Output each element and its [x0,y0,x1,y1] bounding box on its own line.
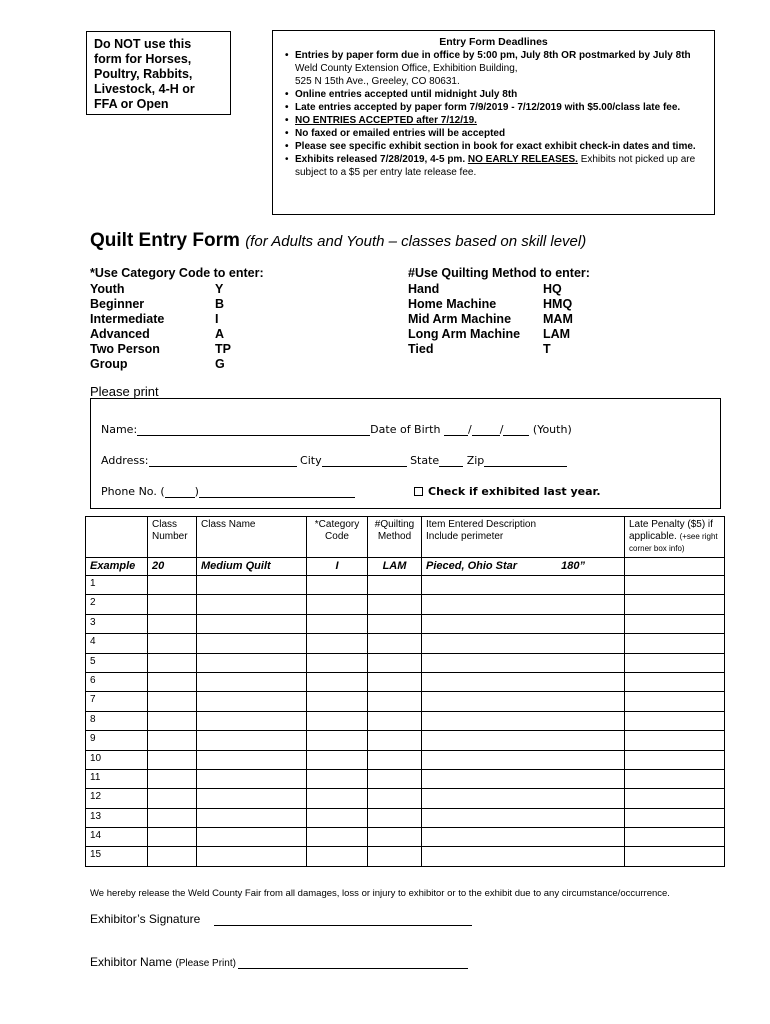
cell[interactable] [148,828,197,847]
cell[interactable] [307,653,368,672]
cell[interactable] [422,653,625,672]
youth-label: (Youth) [532,423,572,436]
cell[interactable] [422,672,625,691]
cell[interactable] [307,576,368,595]
table-row[interactable] [86,789,725,808]
entries-table [85,516,725,867]
dob-month-field[interactable] [444,424,468,436]
cell[interactable] [422,576,625,595]
category-code: Y [215,282,224,296]
example-penalty [625,558,725,576]
row-number: 13 [86,808,148,827]
cell[interactable] [625,808,725,827]
cell[interactable] [148,769,197,788]
cell[interactable] [197,828,307,847]
cell[interactable] [422,769,625,788]
zip-label: Zip [466,454,485,467]
row-number: 7 [86,692,148,711]
method-row [408,297,590,312]
category-row [90,357,264,372]
deadlines-list [283,49,704,62]
cell[interactable] [197,769,307,788]
deadlines-box [272,30,715,215]
cell[interactable] [148,808,197,827]
cell[interactable] [307,808,368,827]
method-row [408,282,590,297]
cell[interactable] [625,672,725,691]
deadline-item [283,101,704,114]
dob-day-field[interactable] [472,424,500,436]
warning-line: Poultry, Rabbits, [94,67,193,81]
city-field[interactable] [322,455,407,467]
header-description-text: Item Entered Description [426,519,537,530]
cell[interactable] [368,692,422,711]
cell[interactable] [197,731,307,750]
cell[interactable] [148,711,197,730]
cell[interactable] [307,769,368,788]
header-blank [86,517,148,558]
cell[interactable] [422,614,625,633]
example-description [422,558,625,576]
cell[interactable] [197,653,307,672]
cell[interactable] [625,634,725,653]
header-method: #Quilting Method [368,517,422,558]
category-label: Intermediate [90,312,165,326]
cell[interactable] [197,750,307,769]
method-label: Hand [408,282,440,296]
category-row [90,282,264,297]
row-number: 6 [86,672,148,691]
cell[interactable] [307,634,368,653]
deadline-item [283,153,704,179]
cell[interactable] [148,750,197,769]
phone-line [101,485,355,498]
deadlines-title: Entry Form Deadlines [439,36,548,48]
category-label: Beginner [90,297,145,311]
cell[interactable] [197,672,307,691]
category-code: B [215,297,225,311]
exhibitor-name-note: (Please Print) [175,958,236,969]
phone-label: Phone No. ( [101,485,165,498]
cell[interactable] [307,847,368,866]
signature-field[interactable] [214,913,472,926]
cell[interactable] [148,847,197,866]
cell[interactable] [368,847,422,866]
title-main: Quilt Entry Form [90,230,240,251]
method-row [408,342,590,357]
cell[interactable] [368,808,422,827]
category-label: Two Person [90,342,160,356]
header-category: *Category Code [307,517,368,558]
deadlines-list-2 [283,88,704,179]
cell[interactable] [307,692,368,711]
method-codes [408,266,590,357]
row-number: 15 [86,847,148,866]
category-label: Advanced [90,327,150,341]
example-method: LAM [368,558,422,576]
example-category: I [307,558,368,576]
method-row [408,327,590,342]
deadline-text: NO ENTRIES ACCEPTED after 7/12/19. [295,115,477,126]
deadline-item [283,114,704,127]
cell[interactable] [422,789,625,808]
cell[interactable] [197,847,307,866]
signature-line [90,912,472,926]
address-line [101,454,567,467]
cell[interactable] [625,789,725,808]
zip-field[interactable] [484,455,567,467]
method-row [408,312,590,327]
row-number: 14 [86,828,148,847]
example-class-number: 20 [148,558,197,576]
method-label: Home Machine [408,297,497,311]
cell[interactable] [625,595,725,614]
row-number: 5 [86,653,148,672]
category-code: I [215,312,219,326]
header-penalty-note: (+see right corner box info) [629,532,718,553]
method-code: LAM [543,327,571,341]
row-number: 2 [86,595,148,614]
cell[interactable] [307,828,368,847]
table-row[interactable] [86,731,725,750]
method-code: MAM [543,312,573,326]
cell[interactable] [368,750,422,769]
warning-line: Livestock, 4-H or [94,82,195,96]
category-heading: *Use Category Code to enter: [90,266,264,280]
page-title [90,230,586,252]
category-label: Group [90,357,128,371]
warning-box [86,31,231,115]
dob-label: Date of Birth [370,423,441,436]
cell[interactable] [422,808,625,827]
table-row[interactable] [86,808,725,827]
cell[interactable] [307,672,368,691]
cell[interactable] [307,614,368,633]
category-code: G [215,357,225,371]
cell[interactable] [625,711,725,730]
deadline-item [283,127,704,140]
cell[interactable] [422,692,625,711]
cell[interactable] [368,769,422,788]
table-row[interactable] [86,595,725,614]
office-address-line-2: 525 N 15th Ave., Greeley, CO 80631. [295,76,460,87]
address-label: Address: [101,454,149,467]
deadline-text: Online entries accepted until midnight July 8th [295,89,518,100]
cell[interactable] [368,595,422,614]
cell[interactable] [422,828,625,847]
method-code: HMQ [543,297,573,311]
cell[interactable] [368,653,422,672]
deadline-text: Late entries accepted by paper form 7/9/2019 - 7/12/2019 with $5.00/class late fee. [295,102,681,113]
row-number: 3 [86,614,148,633]
category-code: TP [215,342,231,356]
category-codes [90,266,264,372]
cell[interactable] [422,847,625,866]
category-row [90,327,264,342]
phone-area-field[interactable] [165,486,195,498]
warning-line: FFA or Open [94,97,169,111]
row-number: 9 [86,731,148,750]
table-row[interactable] [86,576,725,595]
table-row[interactable] [86,653,725,672]
category-row [90,312,264,327]
cell[interactable] [368,828,422,847]
cell[interactable] [625,847,725,866]
please-print-label: Please print [90,384,159,399]
example-label: Example [86,558,148,576]
cell[interactable] [422,595,625,614]
cell[interactable] [148,614,197,633]
category-code: A [215,327,225,341]
method-label: Long Arm Machine [408,327,521,341]
cell[interactable] [625,750,725,769]
table-row[interactable] [86,847,725,866]
cell[interactable] [307,595,368,614]
method-code: T [543,342,551,356]
category-label: Youth [90,282,125,296]
cell[interactable] [307,789,368,808]
row-number: 4 [86,634,148,653]
deadline-item [283,49,704,62]
deadline-text: Exhibits not picked up are subject to a $5 per entry late release fee. [295,154,696,178]
office-address-line-1: Weld County Extension Office, Exhibition Building, [295,63,518,74]
city-label: City [300,454,322,467]
exhibitor-name-field[interactable] [238,957,468,969]
row-number: 12 [86,789,148,808]
header-penalty [625,517,725,558]
phone-field[interactable] [199,486,355,498]
cell[interactable] [625,769,725,788]
cell[interactable] [197,789,307,808]
header-class-name: Class Name [197,517,307,558]
state-field[interactable] [439,455,463,467]
table-row[interactable] [86,711,725,730]
cell[interactable] [422,731,625,750]
cell[interactable] [307,731,368,750]
cell[interactable] [148,653,197,672]
example-description-text: Pieced, Ohio Star [426,560,518,572]
cell[interactable] [307,711,368,730]
cell[interactable] [368,711,422,730]
state-label: State [410,454,440,467]
cell[interactable] [148,634,197,653]
deadline-text: No faxed or emailed entries will be accepted [295,128,506,139]
header-perimeter-text: Include perimeter [426,531,504,542]
header-penalty-text: Late Penalty ($5) if applicable. [629,519,713,542]
deadline-item [283,88,704,101]
cell[interactable] [422,750,625,769]
exhibited-last-year-label: Check if exhibited last year. [428,485,601,498]
cell[interactable] [422,711,625,730]
cell[interactable] [197,576,307,595]
table-row[interactable] [86,634,725,653]
cell[interactable] [625,614,725,633]
cell[interactable] [197,595,307,614]
table-row[interactable] [86,769,725,788]
title-sub: (for Adults and Youth – classes based on skill level) [245,233,587,250]
category-row [90,297,264,312]
deadline-item [283,140,704,153]
example-row [86,558,725,576]
checkbox-icon[interactable] [414,487,423,496]
deadline-text: NO EARLY RELEASES. [467,154,578,165]
cell[interactable] [197,711,307,730]
row-number: 8 [86,711,148,730]
cell[interactable] [148,576,197,595]
header-class-number: Class Number [148,517,197,558]
cell[interactable] [368,672,422,691]
deadline-text: Please see specific exhibit section in book for exact exhibit check-in dates and time. [295,141,696,152]
cell[interactable] [368,789,422,808]
example-perimeter: 180” [561,560,585,572]
exhibitor-info-box [90,398,721,509]
signature-label: Exhibitor’s Signature [90,912,201,926]
dob-year-field[interactable] [503,424,529,436]
exhibitor-name-line [90,955,468,969]
cell[interactable] [422,634,625,653]
deadline-text: Exhibits released 7/28/2019, 4-5 pm. [295,154,466,165]
warning-line: Do NOT use this [94,37,192,51]
name-line: Name: Date of Birth / / (Youth) [101,423,572,436]
table-header-row [86,517,725,558]
method-label: Mid Arm Machine [408,312,512,326]
release-statement: We hereby release the Weld County Fair from all damages, loss or injury to exhibitor or to the exhibit due to any circumstance/occurrence. [90,888,670,899]
category-row [90,342,264,357]
cell[interactable] [368,614,422,633]
name-label: Name: [101,423,138,436]
cell[interactable] [368,731,422,750]
cell[interactable] [148,692,197,711]
cell[interactable] [625,731,725,750]
cell[interactable] [148,731,197,750]
cell[interactable] [625,653,725,672]
cell[interactable] [307,750,368,769]
cell[interactable] [197,692,307,711]
row-number: 1 [86,576,148,595]
name-field[interactable] [137,424,370,436]
table-row[interactable] [86,614,725,633]
cell[interactable] [625,576,725,595]
phone-paren: ) [194,485,199,498]
exhibitor-name-label: Exhibitor Name [90,955,173,969]
cell[interactable] [148,789,197,808]
cell[interactable] [197,808,307,827]
cell[interactable] [625,828,725,847]
table-row[interactable] [86,692,725,711]
method-label: Tied [408,342,434,356]
cell[interactable] [368,634,422,653]
row-number: 11 [86,769,148,788]
cell[interactable] [148,595,197,614]
row-number: 10 [86,750,148,769]
deadline-text: Entries by paper form due in office by 5:00 pm, July 8th OR postmarked by July 8th [295,50,691,61]
warning-line: form for Horses, [94,52,192,66]
table-row[interactable] [86,828,725,847]
cell[interactable] [197,634,307,653]
cell[interactable] [197,614,307,633]
cell[interactable] [625,692,725,711]
cell[interactable] [148,672,197,691]
header-description [422,517,625,558]
exhibited-last-year[interactable] [414,485,601,498]
table-row[interactable] [86,672,725,691]
example-class-name: Medium Quilt [197,558,307,576]
cell[interactable] [368,576,422,595]
method-heading: #Use Quilting Method to enter: [408,266,590,280]
method-code: HQ [543,282,562,296]
table-row[interactable] [86,750,725,769]
address-field[interactable] [149,455,297,467]
